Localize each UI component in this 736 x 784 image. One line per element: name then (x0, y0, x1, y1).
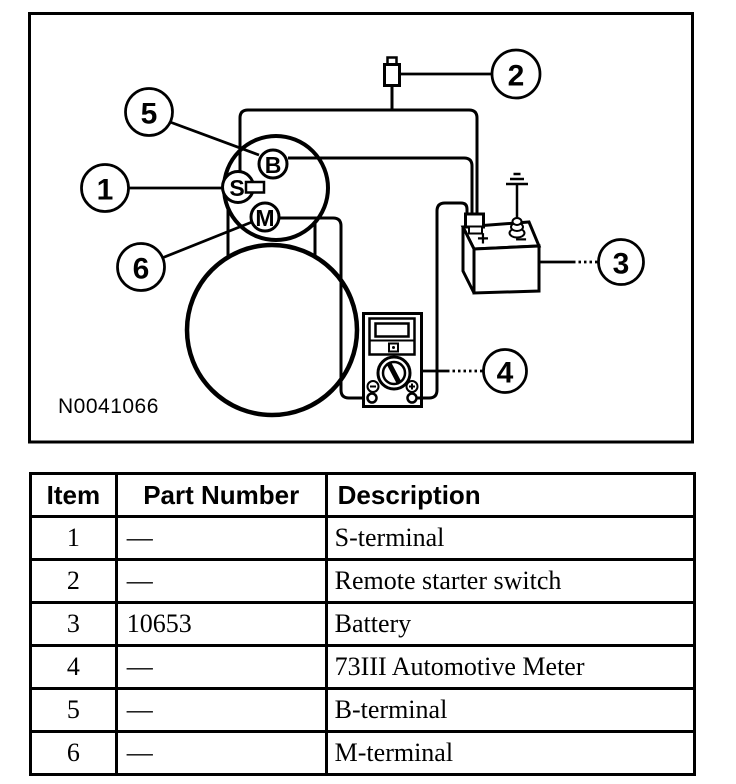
cell-item: 3 (31, 603, 117, 646)
cell-item: 4 (31, 646, 117, 689)
battery (463, 174, 539, 293)
b-terminal-label: B (264, 152, 282, 178)
cell-item: 1 (31, 517, 117, 560)
callout-6-number: 6 (132, 252, 150, 286)
meter-lcd (376, 324, 409, 337)
callout-2-number: 2 (507, 59, 525, 93)
callout-3 (599, 240, 644, 285)
cell-description: B-terminal (326, 689, 694, 732)
battery-front-face (474, 246, 539, 293)
col-header-part-number: Part Number (116, 474, 326, 517)
s-terminal-tab (246, 182, 264, 193)
callout-6 (118, 244, 165, 291)
s-terminal-label: S (229, 175, 245, 201)
meter-jack-right (408, 394, 417, 403)
figure-id-label: N0041066 (58, 395, 159, 418)
cell-item: 2 (31, 560, 117, 603)
callout-4-number: 4 (496, 356, 514, 390)
cell-description: S-terminal (326, 517, 694, 560)
callout-5 (126, 89, 173, 136)
remote-starter-switch-connector (385, 58, 400, 86)
table-row (31, 732, 695, 775)
table-row (31, 560, 695, 603)
col-header-description: Description (326, 474, 694, 517)
battery-positive-connector (466, 214, 484, 227)
cell-part-number: — (116, 646, 326, 689)
meter-button-dot (392, 346, 395, 349)
ground-icon (506, 174, 528, 184)
table-row (31, 646, 695, 689)
cell-description: Remote starter switch (326, 560, 694, 603)
callout-1 (82, 165, 129, 212)
cell-part-number: — (116, 689, 326, 732)
leader-5 (170, 122, 259, 155)
callout-2 (492, 50, 540, 98)
cell-description: Battery (326, 603, 694, 646)
cell-description: M-terminal (326, 732, 694, 775)
table-row (31, 689, 695, 732)
cell-item: 6 (31, 732, 117, 775)
callout-4 (484, 350, 527, 393)
cell-description: 73III Automotive Meter (326, 646, 694, 689)
m-terminal-label: M (255, 205, 275, 231)
figure-border (30, 14, 693, 443)
battery-minus-sign: − (515, 229, 527, 251)
cell-item: 5 (31, 689, 117, 732)
cell-part-number: — (116, 732, 326, 775)
cell-part-number: — (116, 560, 326, 603)
connector-body (385, 65, 400, 86)
table-row (31, 517, 695, 560)
callout-5-number: 5 (140, 97, 158, 131)
cell-part-number: — (116, 517, 326, 560)
cell-part-number: 10653 (116, 603, 326, 646)
table-header-row (31, 474, 695, 517)
col-header-item: Item (31, 474, 117, 517)
table-row (31, 603, 695, 646)
battery-plus-sign: + (477, 228, 489, 250)
meter-jack-left (368, 394, 377, 403)
parts-table (29, 472, 696, 776)
callout-1-number: 1 (96, 173, 114, 207)
wire-b-to-battery (288, 158, 472, 216)
callout-3-number: 3 (612, 247, 630, 281)
starter-motor-body-outline (187, 245, 357, 415)
